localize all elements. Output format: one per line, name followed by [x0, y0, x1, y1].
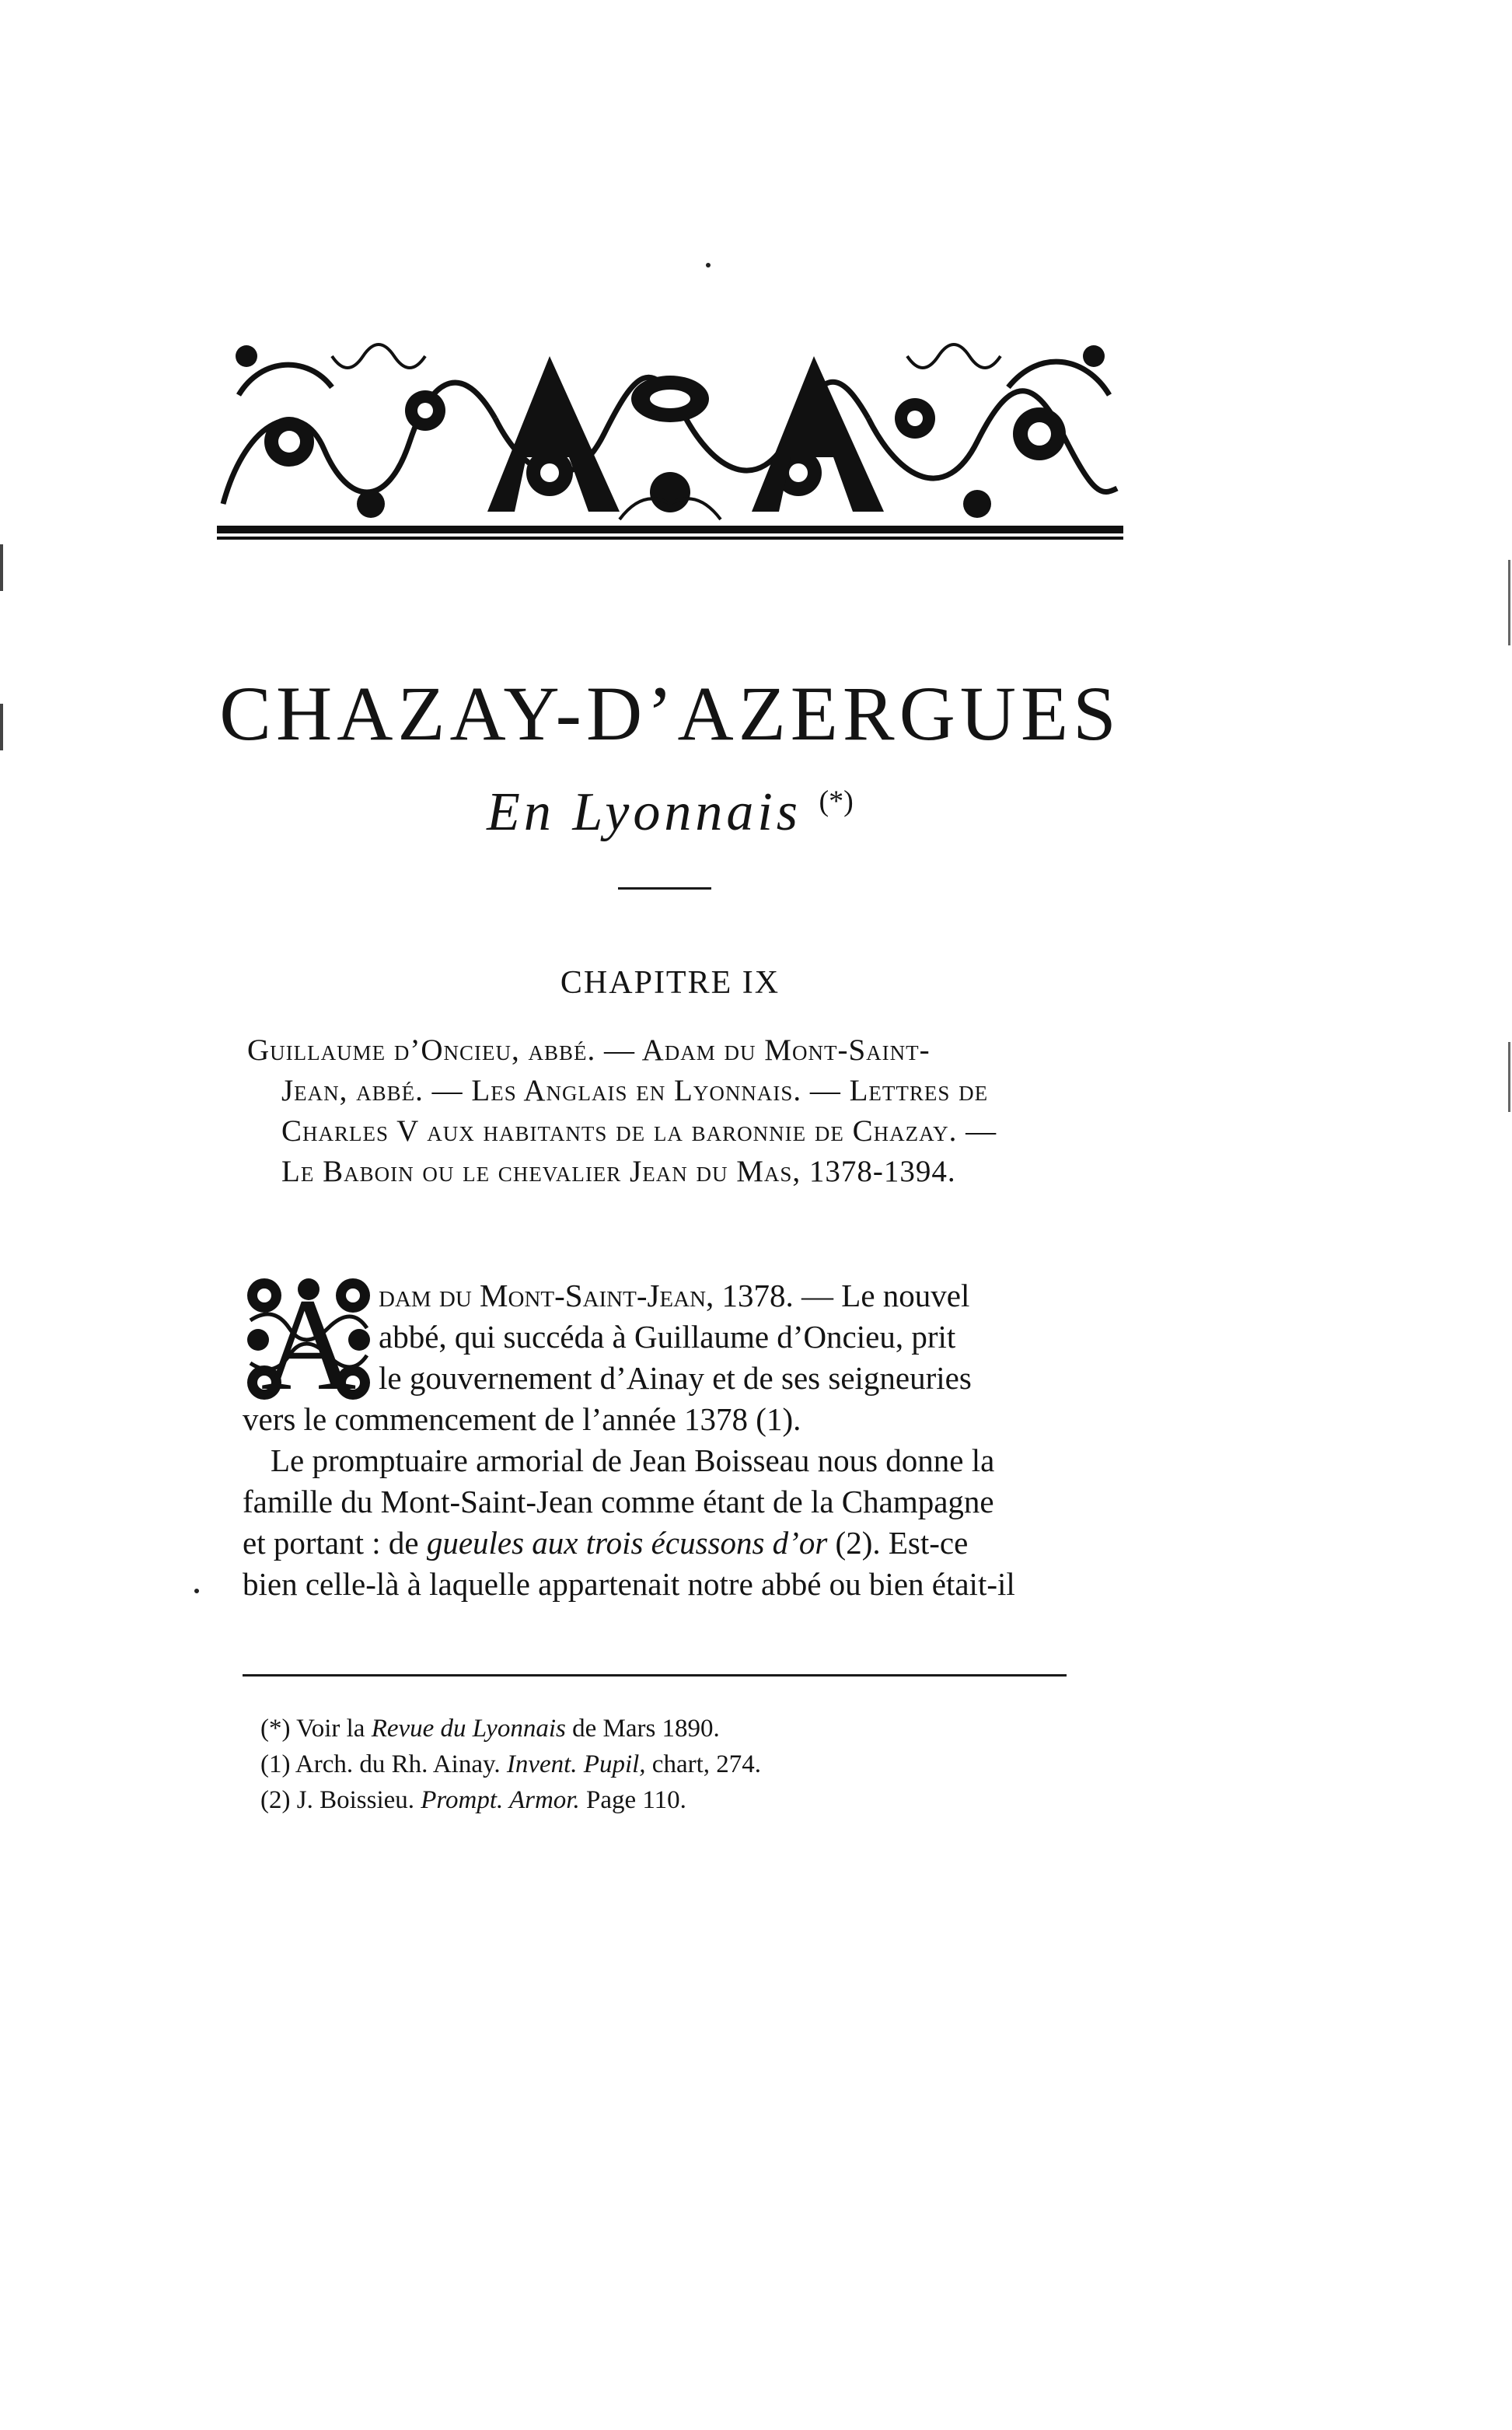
footnote	[260, 1711, 1038, 1746]
footnotes	[260, 1711, 1038, 1818]
body-fragment: et portant : de	[243, 1525, 427, 1561]
ornamental-header-icon	[215, 325, 1125, 544]
body-line: abbé, qui succéda à Guillaume d’Oncieu, prit	[379, 1319, 956, 1355]
footnote	[260, 1746, 1038, 1782]
page-title: CHAZAY-D’AZERGUES	[219, 670, 1121, 757]
scan-edge-mark	[1508, 560, 1510, 645]
chapter-summary	[247, 1030, 1075, 1192]
body-fragment: , 1378. — Le nouvel	[706, 1278, 970, 1313]
summary-line: Charles V aux habitants de la baronnie de Chazay. —	[281, 1114, 997, 1148]
footnote-italic: Revue du Lyonnais	[371, 1715, 566, 1743]
footnote-text: Arch. du Rh. Ainay.	[295, 1750, 507, 1778]
body-text	[243, 1275, 1073, 1605]
body-line	[243, 1523, 1073, 1564]
opening-name: dam du Mont-Saint-Jean	[379, 1278, 707, 1313]
scan-edge-mark	[1508, 1042, 1510, 1112]
footnote-text: J. Boissieu.	[296, 1786, 421, 1814]
chapter-heading: CHAPITRE IX	[560, 965, 780, 1001]
body-italic: gueules aux trois écussons d’or	[426, 1525, 828, 1561]
scan-edge-mark	[0, 544, 3, 591]
body-line: Le promptuaire armorial de Jean Boisseau nous donne la	[271, 1442, 995, 1478]
footnote-text: de Mars 1890.	[565, 1715, 720, 1743]
scan-speck	[706, 263, 711, 267]
footnote-marker: (1)	[260, 1750, 291, 1778]
footnote-text: chart, 274.	[645, 1750, 761, 1778]
body-line	[243, 1275, 1073, 1316]
page-subtitle	[215, 782, 1125, 842]
summary-line: Guillaume d’Oncieu, abbé. — Adam du Mont-Saint-	[247, 1033, 931, 1067]
subtitle-footnote-marker: (*)	[819, 785, 854, 818]
scan-speck	[194, 1589, 199, 1593]
title-divider	[618, 887, 711, 890]
footnote-italic: Prompt. Armor.	[421, 1786, 580, 1814]
body-line: le gouvernement d’Ainay et de ses seigneuries	[379, 1360, 972, 1396]
footnote-italic: Invent. Pupil,	[506, 1750, 646, 1778]
footnote	[260, 1782, 1038, 1818]
body-line: vers le commencement de l’année 1378 (1).	[243, 1401, 801, 1437]
footnote-divider	[243, 1674, 1067, 1677]
summary-line: Jean, abbé. — Les Anglais en Lyonnais. — Lettres de	[281, 1074, 989, 1107]
body-fragment: (2). Est-ce	[827, 1525, 969, 1561]
footnote-marker: (*)	[260, 1715, 291, 1743]
scan-edge-mark	[0, 704, 3, 750]
body-line: bien celle-là à laquelle appartenait notre abbé ou bien était-il	[243, 1566, 1015, 1602]
footnote-text: Voir la	[296, 1715, 372, 1743]
subtitle-text: En Lyonnais	[487, 782, 802, 842]
dropcap-letter: A	[260, 1274, 357, 1406]
footnote-text: Page 110.	[579, 1786, 686, 1814]
summary-line: Le Baboin ou le chevalier Jean du Mas, 1378-1394.	[281, 1155, 956, 1188]
body-line: famille du Mont-Saint-Jean comme étant de la Champagne	[243, 1484, 994, 1519]
footnote-marker: (2)	[260, 1786, 291, 1814]
